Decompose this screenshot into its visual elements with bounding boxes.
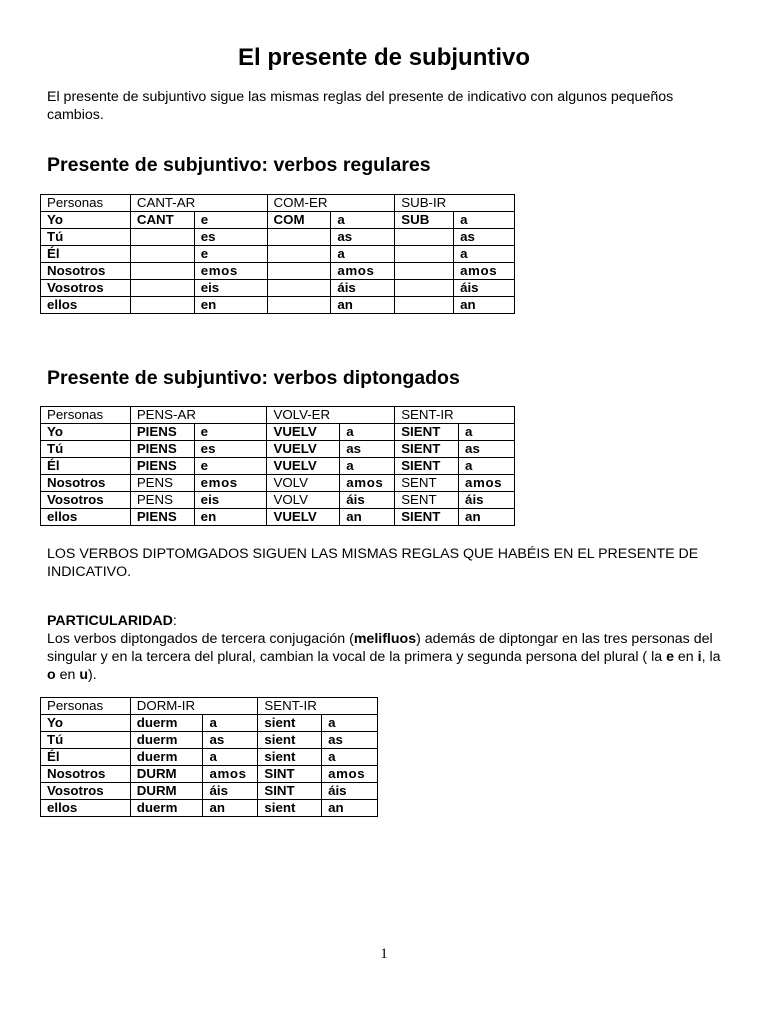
person-cell: Tú <box>41 732 131 749</box>
person-cell: Él <box>41 458 131 475</box>
ending-cell: as <box>331 229 395 246</box>
stem-cell: duerm <box>130 732 203 749</box>
person-cell: Tú <box>41 229 131 246</box>
ending-cell: e <box>194 212 267 229</box>
particularidad-text: , la <box>701 649 721 665</box>
ending-cell: amos <box>340 475 395 492</box>
table-row <box>41 424 515 441</box>
ending-cell: as <box>459 441 515 458</box>
ending-cell: emos <box>194 475 267 492</box>
stem-cell <box>267 263 331 280</box>
stem-cell: VOLV <box>267 492 340 509</box>
ending-cell: áis <box>340 492 395 509</box>
stem-cell <box>267 297 331 314</box>
person-cell: Yo <box>41 212 131 229</box>
stem-cell: duerm <box>130 715 203 732</box>
stem-cell: duerm <box>130 800 203 817</box>
header-verb-1: CANT-AR <box>130 195 267 212</box>
page-number: 1 <box>380 946 388 962</box>
particularidad-label: PARTICULARIDAD <box>47 613 173 629</box>
person-cell: Él <box>41 749 131 766</box>
stem-cell <box>395 246 454 263</box>
header-personas: Personas <box>41 698 131 715</box>
person-cell: Vosotros <box>41 280 131 297</box>
stem-cell <box>395 280 454 297</box>
person-cell: Nosotros <box>41 475 131 492</box>
stem-cell: VUELV <box>267 458 340 475</box>
particularidad-text: en <box>55 667 80 683</box>
table-melifluos <box>40 697 378 817</box>
page-title: El presente de subjuntivo <box>237 44 531 71</box>
intro-paragraph: El presente de subjuntivo sigue las mismas reglas del presente de indicativo con algunos pequeños cambios. <box>47 89 674 123</box>
ending-cell: en <box>194 509 267 526</box>
person-cell: ellos <box>41 297 131 314</box>
table-header-row <box>41 698 378 715</box>
emphasis-text: u <box>79 667 89 683</box>
person-cell: Tú <box>41 441 131 458</box>
stem-cell: DURM <box>130 783 203 800</box>
table-diptongados <box>40 406 515 526</box>
section-heading-diptongados: Presente de subjuntivo: verbos diptongados <box>47 367 460 389</box>
ending-cell: amos <box>322 766 378 783</box>
ending-cell: áis <box>203 783 258 800</box>
person-cell: Nosotros <box>41 263 131 280</box>
particularidad-paragraph <box>47 612 727 684</box>
ending-cell: eis <box>194 280 267 297</box>
ending-cell: a <box>203 749 258 766</box>
stem-cell: SIENT <box>395 458 459 475</box>
ending-cell: emos <box>194 263 267 280</box>
stem-cell <box>267 280 331 297</box>
table-row <box>41 441 515 458</box>
ending-cell: amos <box>454 263 515 280</box>
person-cell: Nosotros <box>41 766 131 783</box>
table-row <box>41 246 515 263</box>
ending-cell: an <box>340 509 395 526</box>
ending-cell: an <box>459 509 515 526</box>
ending-cell: a <box>322 715 378 732</box>
stem-cell <box>130 297 194 314</box>
stem-cell: SENT <box>395 492 459 509</box>
table-regulares <box>40 194 515 314</box>
ending-cell: es <box>194 229 267 246</box>
ending-cell: an <box>203 800 258 817</box>
ending-cell: eis <box>194 492 267 509</box>
table-header-row <box>41 407 515 424</box>
stem-cell: PENS <box>130 475 194 492</box>
stem-cell: DURM <box>130 766 203 783</box>
ending-cell: e <box>194 246 267 263</box>
header-personas: Personas <box>41 407 131 424</box>
stem-cell: VUELV <box>267 441 340 458</box>
particularidad-text: ) además de diptongar en las tres personas del singular y en la tercera del plural, cambian la vocal de la primera y segunda persona del plural ( la <box>47 631 713 665</box>
ending-cell: a <box>331 246 395 263</box>
table-row <box>41 509 515 526</box>
stem-cell: SUB <box>395 212 454 229</box>
stem-cell: PENS <box>130 492 194 509</box>
particularidad-text: ). <box>88 667 97 683</box>
table-row <box>41 749 378 766</box>
ending-cell: an <box>331 297 395 314</box>
ending-cell: amos <box>459 475 515 492</box>
stem-cell <box>395 263 454 280</box>
person-cell: ellos <box>41 509 131 526</box>
ending-cell: áis <box>459 492 515 509</box>
ending-cell: amos <box>203 766 258 783</box>
stem-cell <box>395 297 454 314</box>
ending-cell: a <box>459 458 515 475</box>
stem-cell: SINT <box>258 766 322 783</box>
ending-cell: en <box>194 297 267 314</box>
table-row <box>41 458 515 475</box>
stem-cell: SIENT <box>395 441 459 458</box>
stem-cell: SINT <box>258 783 322 800</box>
stem-cell <box>130 246 194 263</box>
header-verb-3: SUB-IR <box>395 195 515 212</box>
ending-cell: a <box>340 424 395 441</box>
ending-cell: a <box>331 212 395 229</box>
stem-cell: sient <box>258 715 322 732</box>
section-heading-regulares: Presente de subjuntivo: verbos regulares <box>47 154 431 176</box>
ending-cell: áis <box>454 280 515 297</box>
stem-cell <box>130 280 194 297</box>
person-cell: Él <box>41 246 131 263</box>
ending-cell: a <box>322 749 378 766</box>
header-verb-2: SENT-IR <box>258 698 378 715</box>
stem-cell: PIENS <box>130 509 194 526</box>
table-row <box>41 492 515 509</box>
ending-cell: a <box>454 212 515 229</box>
stem-cell <box>267 229 331 246</box>
ending-cell: áis <box>322 783 378 800</box>
ending-cell: a <box>340 458 395 475</box>
stem-cell: SIENT <box>395 509 459 526</box>
stem-cell: VUELV <box>267 424 340 441</box>
person-cell: Yo <box>41 424 131 441</box>
ending-cell: e <box>194 458 267 475</box>
ending-cell: as <box>454 229 515 246</box>
ending-cell: es <box>194 441 267 458</box>
ending-cell: a <box>454 246 515 263</box>
stem-cell: VUELV <box>267 509 340 526</box>
stem-cell: CANT <box>130 212 194 229</box>
stem-cell: sient <box>258 732 322 749</box>
table-header-row <box>41 195 515 212</box>
ending-cell: as <box>203 732 258 749</box>
stem-cell: sient <box>258 800 322 817</box>
ending-cell: a <box>203 715 258 732</box>
stem-cell <box>130 263 194 280</box>
person-cell: Vosotros <box>41 492 131 509</box>
ending-cell: an <box>322 800 378 817</box>
stem-cell: SENT <box>395 475 459 492</box>
emphasis-text: melifluos <box>353 631 417 647</box>
table-row <box>41 766 378 783</box>
table-row <box>41 280 515 297</box>
header-verb-2: COM-ER <box>267 195 395 212</box>
table-row <box>41 229 515 246</box>
stem-cell: duerm <box>130 749 203 766</box>
ending-cell: áis <box>331 280 395 297</box>
ending-cell: amos <box>331 263 395 280</box>
header-verb-1: DORM-IR <box>130 698 258 715</box>
stem-cell <box>267 246 331 263</box>
table-row <box>41 783 378 800</box>
ending-cell: a <box>459 424 515 441</box>
particularidad-text: Los verbos diptongados de tercera conjugación ( <box>47 631 354 647</box>
stem-cell: COM <box>267 212 331 229</box>
stem-cell <box>130 229 194 246</box>
header-verb-1: PENS-AR <box>130 407 267 424</box>
header-verb-2: VOLV-ER <box>267 407 395 424</box>
stem-cell: SIENT <box>395 424 459 441</box>
ending-cell: e <box>194 424 267 441</box>
person-cell: ellos <box>41 800 131 817</box>
emphasis-text: i <box>697 649 702 665</box>
stem-cell: PIENS <box>130 424 194 441</box>
stem-cell: PIENS <box>130 458 194 475</box>
note-paragraph: LOS VERBOS DIPTOMGADOS SIGUEN LAS MISMAS REGLAS QUE HABÉIS EN EL PRESENTE DE INDICATIVO. <box>47 546 699 580</box>
person-cell: Vosotros <box>41 783 131 800</box>
particularidad-colon: : <box>172 613 177 629</box>
table-row <box>41 263 515 280</box>
emphasis-text: o <box>47 667 56 683</box>
stem-cell: VOLV <box>267 475 340 492</box>
person-cell: Yo <box>41 715 131 732</box>
ending-cell: an <box>454 297 515 314</box>
header-verb-3: SENT-IR <box>395 407 515 424</box>
emphasis-text: e <box>666 649 674 665</box>
stem-cell: sient <box>258 749 322 766</box>
table-row <box>41 800 378 817</box>
table-row <box>41 297 515 314</box>
ending-cell: as <box>340 441 395 458</box>
stem-cell: PIENS <box>130 441 194 458</box>
table-row <box>41 732 378 749</box>
ending-cell: as <box>322 732 378 749</box>
table-row <box>41 715 378 732</box>
table-row <box>41 475 515 492</box>
particularidad-text: en <box>673 649 698 665</box>
table-row <box>41 212 515 229</box>
stem-cell <box>395 229 454 246</box>
header-personas: Personas <box>41 195 131 212</box>
